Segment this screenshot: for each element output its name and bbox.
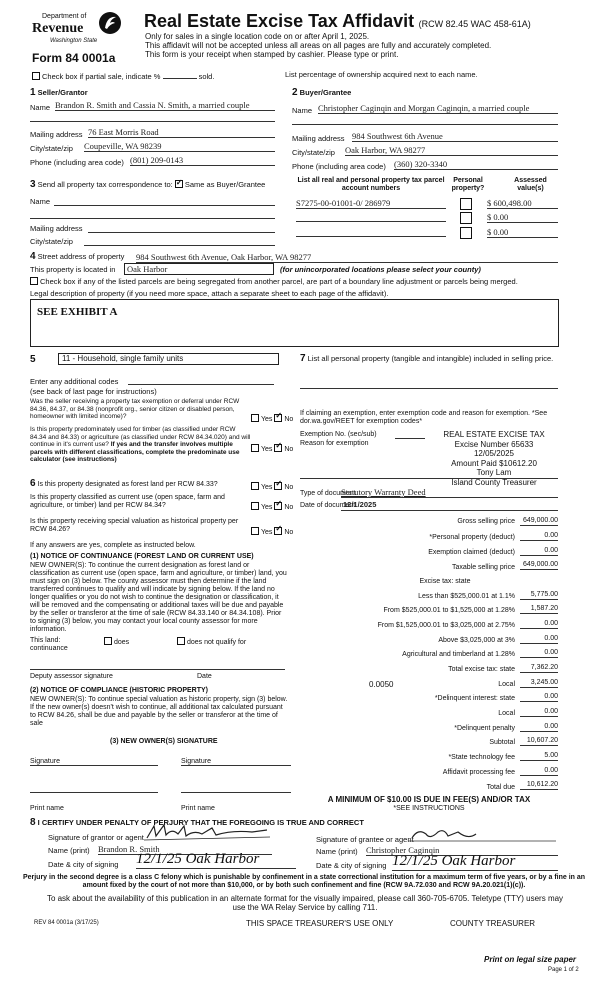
header-note3: This form is your receipt when stamped by cashier. Please type or print. — [145, 50, 399, 59]
grantee-name-label: Name (print) — [316, 847, 358, 856]
correspondence-heading: 3 Send all property tax correspondence to: ✓ Same as Buyer/Grantee — [30, 180, 265, 189]
notice3-title: (3) NEW OWNER(S) SIGNATURE — [110, 738, 218, 745]
sec6-q3-yes-checkbox[interactable] — [251, 527, 259, 535]
doc-type-field[interactable]: Statutory Warranty Deed — [341, 487, 426, 497]
owner-print-label-1: Print name — [30, 805, 64, 812]
sec6-q2-answer: Yes ✓ No — [251, 502, 293, 512]
parcel-value-2[interactable]: $ 0.00 — [487, 212, 558, 223]
doc-date-field[interactable]: 12/1/2025 — [343, 500, 377, 509]
sec5-heading: 5 — [30, 354, 36, 365]
dept-line3: Washington State — [50, 38, 98, 44]
alternate-format-note: To ask about the availability of this publication in an alternate format for the visually impaired, please call 360-705-6705. Teletype (TTY) users may use the WA Relay Service by calling 711. — [46, 894, 564, 912]
legal-size-note: Print on legal size paper — [484, 955, 577, 964]
this-land-label: This land: continuance — [30, 637, 68, 652]
local-label: Local — [498, 681, 515, 688]
ag-amount[interactable]: 0.00 — [520, 649, 558, 658]
located-label: This property is located in — [30, 265, 116, 274]
located-note: (for unincorporated locations please select your county) — [280, 265, 481, 274]
gross-label: Gross selling price — [457, 518, 515, 525]
parcel-value-3[interactable]: $ 0.00 — [487, 227, 558, 238]
grantor-signature[interactable] — [142, 820, 272, 844]
seller-name-field[interactable]: Brandon R. Smith and Cassia N. Smith, a married couple — [55, 100, 275, 111]
sec5-q2-yes-checkbox[interactable] — [251, 444, 259, 452]
doc-date-label: Date of document — [300, 502, 356, 509]
ownership-note: List percentage of ownership acquired next to each name. — [285, 70, 478, 79]
form-number: Form 84 0001a — [32, 51, 116, 65]
sec6-q2-no-checkbox[interactable] — [274, 502, 282, 510]
same-as-buyer-checkbox[interactable] — [175, 180, 183, 188]
dor-logo — [30, 10, 125, 50]
treasurer-space: THIS SPACE TREASURER'S USE ONLY — [246, 919, 394, 928]
bracket3-label: From $1,525,000.01 to $3,025,000 at 2.75% — [377, 622, 515, 629]
notice2-body: NEW OWNER(S): To continue special valuation as historic property, sign (3) below. If the new owner(s) doesn't wish to continue, all additional tax calculated pursuant to RCW 84.26, shall be due and payable by the seller or transferor at the time of sale — [30, 696, 288, 727]
owner-sig-label-2: Signature — [181, 758, 211, 765]
del-local-amount[interactable]: 0.00 — [520, 708, 558, 717]
buyer-city-label: City/state/zip — [292, 148, 335, 157]
local-rate: 0.0050 — [369, 680, 394, 689]
parcel-personal-checkbox-1[interactable] — [460, 198, 472, 210]
total-due-label: Total due — [486, 784, 515, 791]
county-treasurer: COUNTY TREASURER — [450, 919, 536, 928]
notice1-body: NEW OWNER(S): To continue the current designation as forest land or classification as current use (open space, farm and agriculture, or timber) land, you must sign on (3) below. The county assessor must then determine if the land transferred continues to qualify and will indicate by signing below. If the land no longer qualifies or you do not wish to continue the designation or classification, it will be removed and the compensating or additional taxes will be due and payable by the seller or transferor at the time of sale (RCW 84.33.140 or 84.34.108). Prior to signing (3) below, you may contact your local county assessor for more information. — [30, 562, 287, 633]
seller-phone-label: Phone (including area code) — [30, 158, 124, 167]
page-number: Page 1 of 2 — [548, 967, 579, 973]
header-note1: Only for sales in a single location code on or after April 1, 2025. — [145, 32, 370, 41]
deputy-date-label: Date — [197, 673, 212, 680]
sec6-q1-answer: Yes ✓ No — [251, 482, 293, 492]
sec5-q1: Was the seller receiving a property tax exemption or deferral under RCW 84.36, 84.37, or 84.38 (nonprofit org., senior citizen or disabled person, homeowner with limited income)? — [30, 398, 240, 420]
partial-sale-checkbox[interactable] — [32, 72, 40, 80]
parcel-col3-header: Assessed value(s) — [514, 177, 547, 192]
codes-note: (see back of last page for instructions) — [30, 387, 157, 396]
certify-heading: 8 I CERTIFY UNDER PENALTY OF PERJURY THAT THE FOREGOING IS TRUE AND CORRECT — [30, 817, 364, 828]
grantee-date-field[interactable]: 12/1/25 Oak Harbor — [392, 852, 558, 871]
sec6-q1: 6 Is this property designated as forest land per RCW 84.33? — [30, 478, 218, 489]
sec6-q3: Is this property receiving special valuation as historical property per RCW 84.26? — [30, 518, 239, 533]
buyer-phone-label: Phone (including area code) — [292, 162, 386, 171]
dept-line1: Department of — [42, 13, 87, 20]
subtotal-label: Subtotal — [489, 739, 515, 746]
parcel-personal-checkbox-3[interactable] — [460, 227, 472, 239]
personal-amount[interactable]: 0.00 — [520, 532, 558, 541]
grantor-date-label: Date & city of signing — [48, 860, 119, 869]
buyer-heading: 2 Buyer/Grantee — [292, 87, 352, 98]
minimum-note: A MINIMUM OF $10.00 IS DUE IN FEE(S) AND/OR TAX — [327, 795, 531, 804]
affidavit-label: Affidavit processing fee — [442, 769, 515, 776]
segregated-row: Check box if any of the listed parcels are being segregated from another parcel, are part of a boundary line adjustment or parcels being merged. — [30, 277, 590, 286]
corr-city-label: City/state/zip — [30, 237, 73, 246]
doc-type-label: Type of document — [300, 490, 356, 497]
grantee-sig-label: Signature of grantee or agent — [316, 835, 414, 844]
tech-amount[interactable]: 5.00 — [520, 752, 558, 761]
seller-phone-field[interactable]: (801) 209-0143 — [130, 155, 275, 166]
sec5-q1-yes-checkbox[interactable] — [251, 414, 259, 422]
revenue-logo-icon — [98, 10, 122, 36]
owner-print-label-2: Print name — [181, 805, 215, 812]
sec5-q2-no-checkbox[interactable] — [274, 444, 282, 452]
sec6-q3-answer: Yes ✓ No — [251, 527, 293, 537]
use-code-select[interactable]: 11 - Household, single family units — [58, 353, 279, 365]
rev-number: REV 84 0001a (3/17/25) — [34, 920, 99, 926]
legal-description-box[interactable] — [30, 299, 559, 347]
see-instructions: *SEE INSTRUCTIONS — [393, 805, 465, 812]
affidavit-amount[interactable]: 0.00 — [520, 767, 558, 776]
treasurer-stamp: REAL ESTATE EXCISE TAX Excise Number 65633 12/05/2025 Amount Paid $10612.20 Tony Lam Island County Treasurer — [443, 430, 545, 487]
del-local-label: Local — [498, 710, 515, 717]
legal-description-text: SEE EXHIBIT A — [37, 306, 118, 318]
bracket2-amount[interactable]: 1,587.20 — [520, 605, 558, 614]
buyer-name-field[interactable]: Christopher Caginqin and Morgan Caginqin, a married couple — [318, 103, 558, 114]
buyer-phone-field[interactable]: (360) 320-3340 — [394, 159, 558, 170]
sec6-q2: Is this property classified as current use (open space, farm and agriculture, or timber) land per RCW 84.34? — [30, 494, 225, 509]
street-field[interactable]: 984 Southwest 6th Avenue, Oak Harbor, WA 98277 — [136, 252, 558, 263]
grantee-signature[interactable] — [408, 826, 558, 844]
grantor-sig-label: Signature of grantor or agent — [48, 833, 144, 842]
seller-mail-label: Mailing address — [30, 130, 83, 139]
header-note2: This affidavit will not be accepted unless all areas on all pages are fully and accurately completed. — [145, 41, 492, 50]
does-not-checkbox[interactable] — [177, 637, 185, 645]
grantee-date-label: Date & city of signing — [316, 861, 387, 870]
total-state-amount[interactable]: 7,362.20 — [520, 664, 558, 673]
seller-city-label: City/state/zip — [30, 144, 73, 153]
parcel-number-1[interactable]: S7275-00-01001-0/ 286979 — [296, 198, 446, 209]
buyer-name-label: Name — [292, 106, 313, 115]
perjury-note: Perjury in the second degree is a class C felony which is punishable by confinement in a state correctional institution for a maximum term of five years, or by a fine in an amount fixed by the court of not more than $10,000, or by both such confinement and fine (RCW 9A.72.030 and RCW 9A.20.021(1)(c)). — [22, 874, 586, 889]
del-int-state-label: *Delinquent interest: state — [434, 695, 515, 702]
tech-label: *State technology fee — [448, 754, 515, 761]
buyer-mail-field[interactable]: 984 Southwest 6th Avenue — [352, 131, 558, 142]
does-not-row: does not qualify for — [177, 637, 246, 647]
page-title: Real Estate Excise Tax Affidavit (RCW 82.45 WAC 458-61A) — [144, 11, 531, 31]
personal-label: *Personal property (deduct) — [429, 534, 515, 541]
del-pen-amount[interactable]: 0.00 — [520, 723, 558, 732]
seller-name-label: Name — [30, 103, 51, 112]
owner-sig-label-1: Signature — [30, 758, 60, 765]
sec5-q2: Is this property predominately used for timber (as classified under RCW 84.34 and 84.33) or agriculture (as classified under RCW 84.34.020) and will continue in it's current use? If yes and the transfer involves multiple parcels with different classifications, complete the predominate use calculator (see instructions) — [30, 426, 251, 463]
bracket1-amount[interactable]: 5,775.00 — [520, 591, 558, 600]
reason-label: Reason for exemption — [300, 440, 369, 447]
dept-line2: Revenue — [32, 21, 84, 36]
seller-heading: 1 Seller/Grantor — [30, 87, 88, 98]
notice2-title: (2) NOTICE OF COMPLIANCE (HISTORIC PROPERTY) — [30, 687, 208, 694]
subtotal-amount[interactable]: 10,607.20 — [520, 737, 558, 746]
grantor-name-field[interactable]: Brandon R. Smith — [98, 844, 272, 855]
bracket4-label: Above $3,025,000 at 3% — [438, 637, 515, 644]
seller-mail-field[interactable]: 76 East Morris Road — [88, 127, 275, 138]
bracket2-label: From $525,000.01 to $1,525,000 at 1.28% — [383, 607, 515, 614]
taxable-label: Taxable selling price — [451, 564, 515, 571]
does-row: does — [104, 637, 129, 647]
sec6-q1-yes-checkbox[interactable] — [251, 482, 259, 490]
sec6-instr: If any answers are yes, complete as instructed below. — [30, 542, 196, 549]
legal-label: Legal description of property (if you need more space, attach a separate sheet to each page of the affidavit). — [30, 289, 389, 298]
buyer-mail-label: Mailing address — [292, 134, 345, 143]
seller-city-field[interactable]: Coupeville, WA 98239 — [84, 141, 275, 152]
sec5-q1-no-checkbox[interactable] — [274, 414, 282, 422]
parcel-personal-checkbox-2[interactable] — [460, 212, 472, 224]
exempt-amount[interactable]: 0.00 — [520, 547, 558, 556]
excise-state-label: Excise tax: state — [419, 578, 471, 585]
total-state-label: Total excise tax: state — [448, 666, 515, 673]
parcel-number-3[interactable] — [296, 227, 446, 237]
located-select[interactable]: Oak Harbor — [124, 263, 274, 275]
gross-amount[interactable]: 649,000.00 — [520, 517, 558, 526]
grantee-name-field[interactable]: Christopher Caginqin — [366, 845, 558, 856]
codes-label: Enter any additional codes — [30, 377, 119, 386]
total-due-amount[interactable]: 10,612.20 — [520, 781, 558, 790]
taxable-amount[interactable]: 649,000.00 — [520, 561, 558, 570]
local-amount[interactable]: 3,245.00 — [520, 679, 558, 688]
exemption-no-label: Exemption No. (sec/sub) — [300, 431, 377, 438]
buyer-city-field[interactable]: Oak Harbor, WA 98277 — [345, 145, 558, 156]
bracket4-amount[interactable]: 0.00 — [520, 635, 558, 644]
parcel-col1-header: List all real and personal property tax parcel account numbers — [297, 177, 445, 192]
street-label: 4 Street address of property — [30, 251, 125, 262]
parcel-number-2[interactable] — [296, 212, 446, 222]
bracket1-label: Less than $525,000.01 at 1.1% — [418, 593, 515, 600]
does-checkbox[interactable] — [104, 637, 112, 645]
sec5-q2-answer: Yes ✓ No — [251, 444, 293, 454]
sec7-title: 7 List all personal property (tangible and intangible) included in selling price. — [300, 353, 554, 364]
exempt-label: Exemption claimed (deduct) — [428, 549, 515, 556]
notice1-title: (1) NOTICE OF CONTINUANCE (FOREST LAND OR CURRENT USE) — [30, 553, 254, 560]
ag-label: Agricultural and timberland at 1.28% — [402, 651, 515, 658]
partial-sale-row: Check box if partial sale, indicate % sold. — [32, 72, 214, 81]
bracket3-amount[interactable]: 0.00 — [520, 620, 558, 629]
del-int-state-amount[interactable]: 0.00 — [520, 693, 558, 702]
corr-name-label: Name — [30, 197, 51, 206]
segregated-checkbox[interactable] — [30, 277, 38, 285]
deputy-label: Deputy assessor signature — [30, 673, 113, 680]
grantor-date-field[interactable]: 12/1/25 Oak Harbor — [136, 850, 296, 869]
corr-mail-label: Mailing address — [30, 224, 83, 233]
sec5-q1-answer: Yes ✓ No — [251, 414, 293, 424]
del-pen-label: *Delinquent penalty — [454, 725, 515, 732]
exemption-note: If claiming an exemption, enter exemption code and reason for exemption. *See dor.wa.gov/REET for exemption codes* — [300, 410, 548, 425]
grantor-name-label: Name (print) — [48, 846, 90, 855]
parcel-col2-header: Personal property? — [451, 177, 485, 192]
sec6-q3-no-checkbox[interactable] — [274, 527, 282, 535]
sec6-q2-yes-checkbox[interactable] — [251, 502, 259, 510]
sec6-q1-no-checkbox[interactable] — [274, 482, 282, 490]
parcel-value-1[interactable]: $ 600,498.00 — [487, 198, 558, 209]
